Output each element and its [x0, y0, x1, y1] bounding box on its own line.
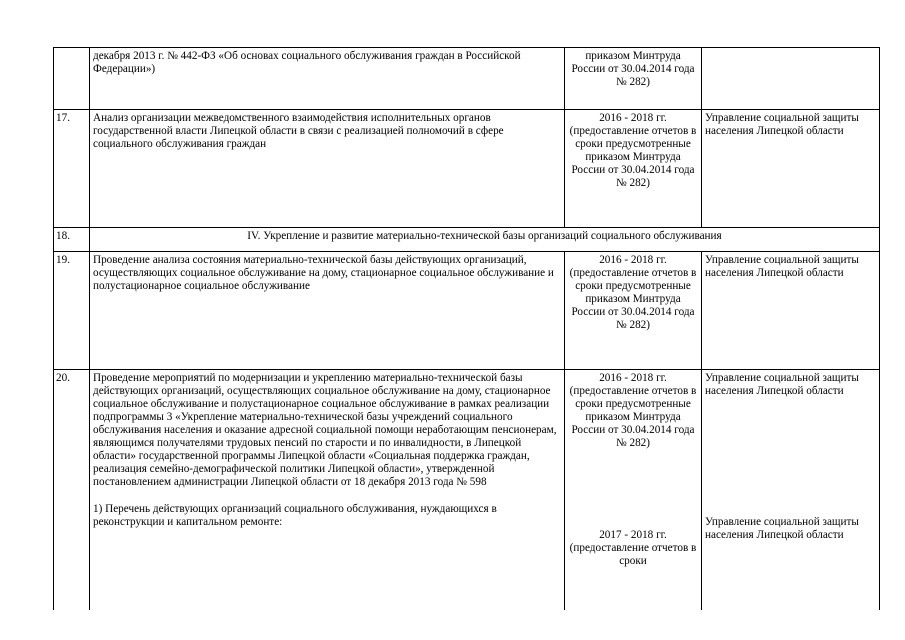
row-number: 17. [54, 110, 90, 228]
measure-text: Проведение анализа состояния материально-технической базы действующих организаций, осуществляющих социальное обслуживание на дому, стационарное социальное обслуживание и полустационарное социальное обслуживание [90, 252, 565, 370]
responsible-cell: Управление социальной защиты населения Липецкой области [702, 110, 880, 228]
table-row [54, 228, 880, 252]
deadline-cell [565, 370, 702, 610]
sub-measure-text: 1) Перечень действующих организаций социального обслуживания, нуждающихся в реконструкции и капитальном ремонте: [93, 503, 497, 528]
measure-text: Проведение мероприятий по модернизации и укреплению материально-технической базы действующих организаций, осуществляющих социальное обслуживание на дому, стационарное социальное обслуживание и полустационарное социальное обслуживание в рамках реализации подпрограммы 3 «Укрепление материально-технической базы учреждений социального обслуживания населения и оказание адресной социальной помощи неработающим пенсионерам, являющимся получателями трудовых пенсий по старости и по инвалидности, в Липецкой области» государственной программы Липецкой области «Социальная поддержка граждан, реализация семейно-демографической политики Липецкой области», утвержденной постановлением администрации Липецкой области от 18 декабря 2013 года № 598 [93, 372, 557, 488]
table-row [54, 48, 880, 110]
sub-responsible-text: Управление социальной защиты населения Липецкой области [705, 516, 859, 541]
row-number: 20. [54, 370, 90, 610]
table-row [54, 252, 880, 370]
responsible-cell [702, 370, 880, 610]
deadline-cell: 2016 - 2018 гг. (предоставление отчетов в сроки предусмотренные приказом Минтруда России от 30.04.2014 года № 282) [565, 252, 702, 370]
measures-table [53, 47, 880, 610]
deadline-cell: приказом Минтруда России от 30.04.2014 года № 282) [565, 48, 702, 110]
row-number: 19. [54, 252, 90, 370]
table-row [54, 110, 880, 228]
section-heading: IV. Укрепление и развитие материально-технической базы организаций социального обслуживания [90, 228, 880, 252]
responsible-cell [702, 48, 880, 110]
table-row [54, 370, 880, 610]
row-number [54, 48, 90, 110]
deadline-text: 2016 - 2018 гг. (предоставление отчетов в сроки предусмотренные приказом Минтруда России от 30.04.2014 года № 282) [569, 372, 697, 449]
measure-text: декабря 2013 г. № 442-ФЗ «Об основах социального обслуживания граждан в Российской Федерации») [90, 48, 565, 110]
row-number: 18. [54, 228, 90, 252]
measure-text: Анализ организации межведомственного взаимодействия исполнительных органов государственной власти Липецкой области в связи с реализацией полномочий в сфере социального обслуживания граждан [90, 110, 565, 228]
responsible-text: Управление социальной защиты населения Липецкой области [705, 372, 859, 397]
responsible-cell: Управление социальной защиты населения Липецкой области [702, 252, 880, 370]
sub-deadline-text: 2017 - 2018 гг. (предоставление отчетов в сроки [569, 529, 697, 567]
document-table-container [53, 47, 879, 610]
measure-text-cell [90, 370, 565, 610]
deadline-cell: 2016 - 2018 гг. (предоставление отчетов в сроки предусмотренные приказом Минтруда России от 30.04.2014 года № 282) [565, 110, 702, 228]
